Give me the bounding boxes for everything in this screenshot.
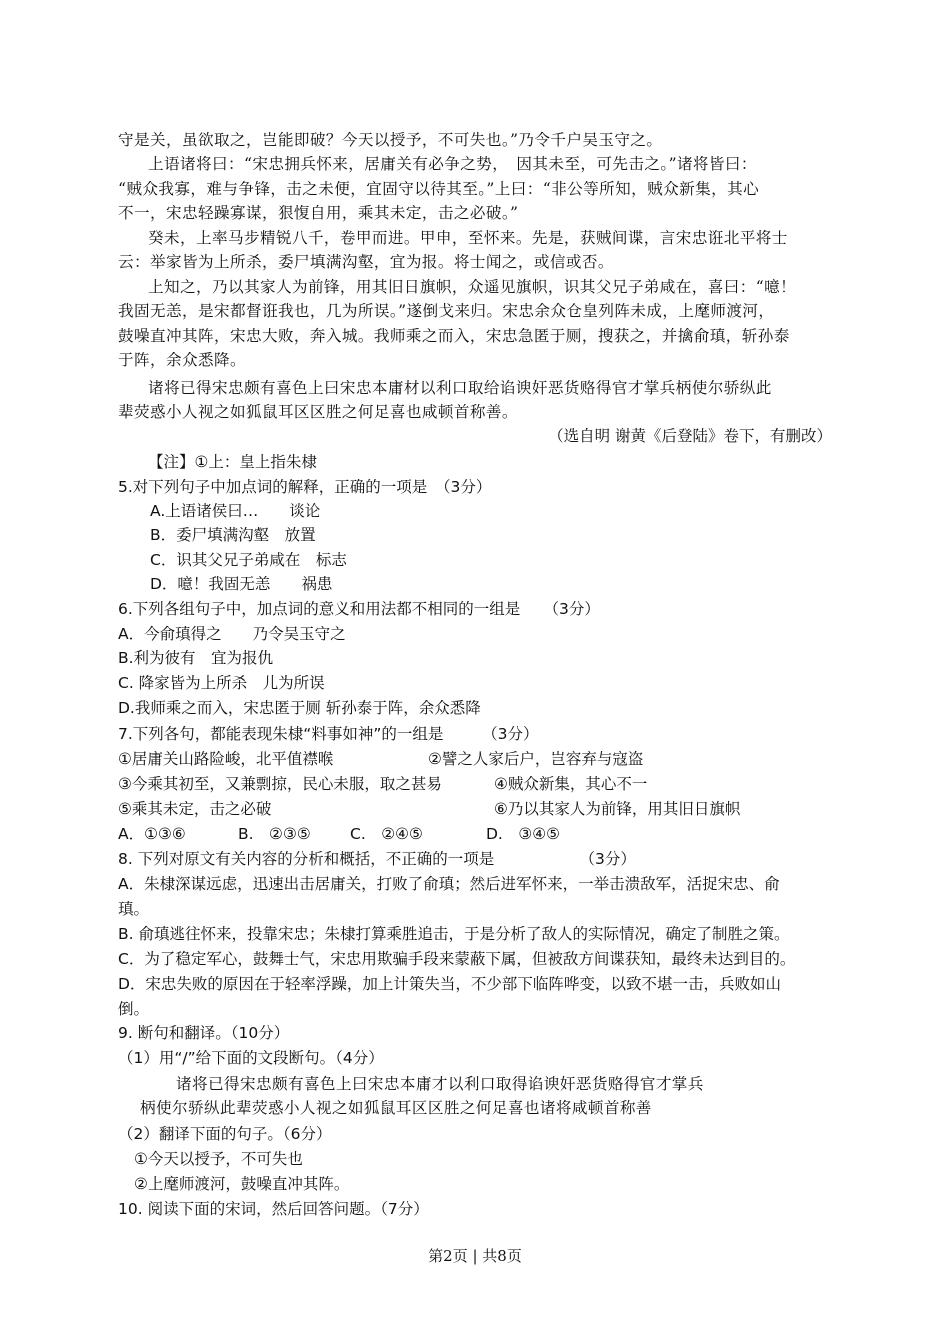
question-6-option-c: C. 降家皆为上所杀 儿为所误 [118, 674, 325, 692]
question-9-text-line: 柄使尔骄纵此辈荧惑小人视之如狐鼠耳区区胜之何足喜也诸将咸顿首称善 [140, 1099, 652, 1117]
question-9-text-line: 诸将已得宋忠颇有喜色上曰宋忠本庸才以利口取得谄谀奸恶货赂得官才掌兵 [176, 1075, 704, 1093]
passage-line: 辈荧惑小人视之如狐鼠耳区区胜之何足喜也咸顿首称善。 [118, 403, 518, 421]
question-5-option-b: B．委尸填满沟壑 放置 [150, 526, 316, 544]
question-5-option-a: A.上语诸侯曰… 谈论 [150, 502, 321, 520]
question-7-sentence-4: ④贼众新集，其心不一 [494, 775, 648, 793]
question-9-sentence-2: ②上麾师渡河，鼓噪直冲其阵。 [134, 1175, 350, 1193]
passage-line: 我固无恙，是宋都督诳我也，几为所误。”遂倒戈来归。宋忠余众仓皇列阵未成，上麾师渡河， [118, 302, 775, 320]
passage-line: 鼓噪直冲其阵，宋忠大败，奔入城。我师乘之而入，宋忠急匿于厕，搜获之，并擒俞瑱，斩孙泰 [118, 327, 790, 345]
passage-line: 云：举家皆为上所杀，委尸填满沟壑，宜为报。将士闻之，或信或否。 [118, 253, 614, 271]
question-8-option-b: B. 俞瑱逃往怀来，投靠宋忠；朱棣打算乘胜追击，于是分析了敌人的实际情况，确定了制胜之策。 [118, 925, 790, 943]
question-6-option-d: D.我师乘之而入，宋忠匿于厕 斩孙泰于阵，余众悉降 [118, 699, 481, 717]
question-8-option-d: D．宋忠失败的原因在于轻率浮躁，加上计策失当，不少部下临阵哗变，以致不堪一击，兵败如山 [118, 975, 781, 993]
passage-line: 癸未，上率马步精锐八千，卷甲而进。甲申，至怀来。先是，获贼间谍，言宋忠诳北平将士 [148, 229, 788, 247]
passage-line: 于阵，余众悉降。 [118, 351, 246, 369]
passage-line: 诸将已得宋忠颇有喜色上曰宋忠本庸材以利口取给谄谀奸恶货赂得官才掌兵柄使尔骄纵此 [148, 379, 772, 397]
question-8-stem: 8. 下列对原文有关内容的分析和概括，不正确的一项是 （3分） [118, 850, 636, 868]
passage-line: 上知之，乃以其家人为前锋，用其旧日旗帜，众遥见旗帜，识其父兄子弟咸在，喜曰：“噫！ [148, 278, 797, 296]
passage-line: 守是关，虽欲取之，岂能即破？今天以授予，不可失也。”乃令千户吴玉守之。 [118, 131, 663, 149]
question-9-sentence-1: ①今天以授予，不可失也 [134, 1150, 303, 1168]
question-8-option-a: A．朱棣深谋远虑，迅速出击居庸关，打败了俞瑱；然后进军怀来，一举击溃敌军，活捉宋忠、俞 [118, 875, 780, 893]
question-7-option-b: B. ②③⑤ [238, 825, 311, 843]
question-7-sentence-6: ⑥乃以其家人为前锋，用其旧日旗帜 [494, 800, 741, 818]
question-7-option-c: C. ②④⑤ [350, 825, 423, 843]
question-9-stem: 9. 断句和翻译。（10分） [118, 1024, 290, 1042]
question-7-sentence-5: ⑤乘其未定，击之必破 [118, 800, 272, 818]
question-5-option-d: D．噫！我固无恙 祸患 [150, 575, 333, 593]
question-7-stem: 7.下列各句，都能表现朱棣“料事如神”的一组是 （3分） [118, 725, 539, 743]
question-5-option-c: C．识其父兄子弟咸在 标志 [150, 551, 347, 569]
question-10-stem: 10. 阅读下面的宋词，然后回答问题。（7分） [118, 1200, 429, 1218]
question-8-option-d-cont: 倒。 [118, 1000, 150, 1018]
passage-line: 上语诸将曰：“宋忠拥兵怀来，居庸关有必争之势， 因其未至，可先击之。”诸将皆曰： [148, 155, 757, 173]
question-6-option-a: A．今俞瑱得之 乃令吴玉守之 [118, 625, 346, 643]
question-6-option-b: B.利为彼有 宜为报仇 [118, 649, 274, 667]
question-7-option-d: D. ③④⑤ [486, 825, 561, 843]
question-7-sentence-2: ②譬之人家后户，岂容弃与寇盗 [428, 750, 644, 768]
question-8-option-a-cont: 瑱。 [118, 900, 150, 918]
annotation-note: 【注】①上：皇上指朱棣 [148, 453, 317, 471]
passage-line: “贼众我寡，难与争锋，击之未便，宜固守以待其至。”上曰：“非公等所知，贼众新集，其心 [118, 180, 760, 198]
question-6-stem: 6.下列各组句子中，加点词的意义和用法都不相同的一组是 （3分） [118, 600, 600, 618]
question-8-option-c: C．为了稳定军心，鼓舞士气，宋忠用欺骗手段来蒙蔽下属，但被敌方间谍获知，最终未达到目的。 [118, 950, 796, 968]
question-5-stem: 5.对下列句子中加点词的解释，正确的一项是 （3分） [118, 478, 492, 496]
source-citation: （选自明 谢黄《后登陆》卷下，有删改） [548, 427, 832, 445]
question-7-sentence-3: ③今乘其初至，又兼剽掠，民心未服，取之甚易 [118, 775, 442, 793]
question-7-option-a: A．①③⑥ [118, 825, 186, 843]
question-9-part-1: （1）用“/”给下面的文段断句。（4分） [118, 1049, 384, 1067]
passage-line: 不一，宋忠轻躁寡谋，狠愎自用，乘其未定，击之必破。” [118, 204, 519, 222]
question-9-part-2: （2）翻译下面的句子。（6分） [118, 1125, 332, 1143]
question-7-sentence-1: ①居庸关山路险峻，北平值襟喉 [118, 750, 334, 768]
page-footer: 第2页 | 共8页 [428, 1247, 522, 1265]
